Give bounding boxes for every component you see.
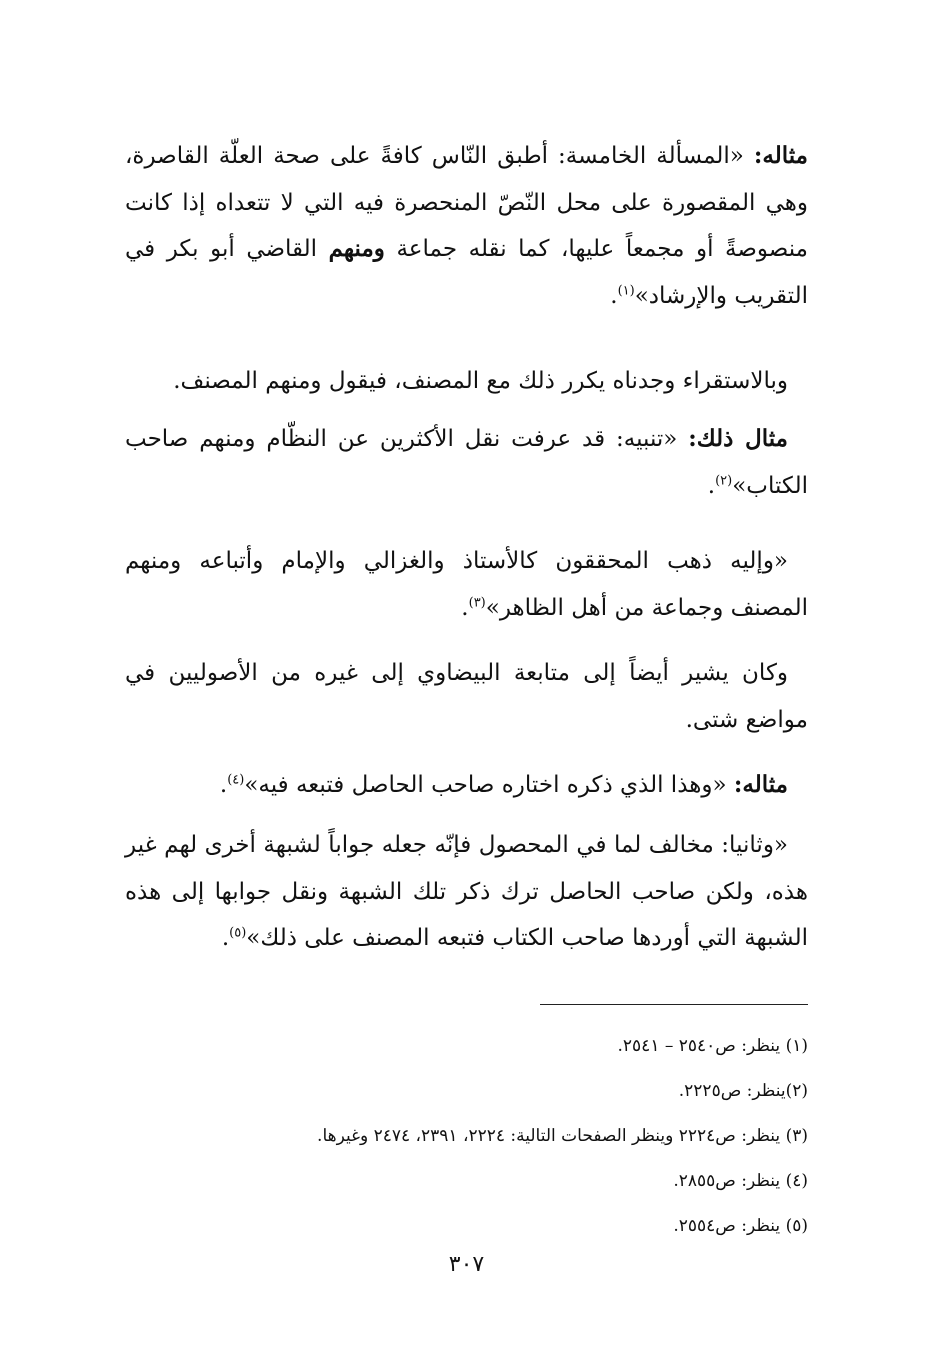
paragraph-text: «وإليه ذهب المحققون كالأستاذ والغزالي والإمام وأتباعه ومنهم المصنف وجماعة من أهل الظاهر» [125,548,808,621]
paragraph-5 [125,650,808,743]
footnote-ref-5[interactable]: (٥) [229,925,247,941]
paragraph-end: . [610,282,618,309]
paragraph-text: «وثانيا: مخالف لما في المحصول فإنّه جعله جواباً لشبهة أخرى لهم غير هذه، ولكن صاحب الحاصل ترك ذكر تلك الشبهة ونقل جوابها إلى هذه الشبهة التي أوردها صاحب الكتاب فتبعه المصنف على ذلك» [125,832,808,951]
paragraph-1 [125,133,808,319]
footnote-3: (٣) ينظر: ص٢٢٢٤ وينظر الصفحات التالية: ٢٢٢٤، ٢٣٩١، ٢٤٧٤ وغيرها. [317,1126,808,1146]
footnote-ref-2[interactable]: (٢) [715,472,733,488]
footnote-4: (٤) ينظر: ص٢٨٥٥. [673,1171,808,1191]
footnote-divider [540,1004,808,1005]
paragraph-2 [125,358,808,405]
example-label: مثال ذلك: [688,425,788,452]
footnotes [125,1024,808,1249]
paragraph-text-continued: القاضي أبو بكر في التقريب والإرشاد» [125,236,808,309]
paragraph-end: . [219,772,228,798]
footnote-ref-4[interactable]: (٤) [227,772,245,788]
footnote-ref-3[interactable]: (٣) [468,594,486,610]
paragraph-end: . [221,925,230,951]
paragraph-text: «تنبيه: قد عرفت نقل الأكثرين عن النظّام ومنهم صاحب الكتاب» [125,426,808,499]
paragraph-text: «المسألة الخامسة: أطبق النّاس كافةً على صحة العلّة القاصرة، وهي المقصورة على محل النّصّ المنحصرة فيه التي لا تتعداه إذا كانت منصوصةً أو مجمعاً عليها، كما نقله جماعة [125,143,808,262]
paragraph-end: . [461,594,469,621]
paragraph-text: وبالاستقراء وجدناه يكرر ذلك مع المصنف، فيقول ومنهم المصنف. [173,368,788,394]
paragraph-6 [125,762,808,809]
example-label: مثاله: [733,771,788,798]
footnote-1: (١) ينظر: ص٢٥٤٠ – ٢٥٤١. [617,1036,808,1056]
footnote-ref-1[interactable]: (١) [617,282,635,298]
paragraph-3 [125,416,808,509]
paragraph-text: وكان يشير أيضاً إلى متابعة البيضاوي إلى غيره من الأصوليين في مواضع شتى. [125,660,808,733]
paragraph-7 [125,822,808,962]
page-number: ٣٠٧ [448,1252,485,1277]
paragraph-4 [125,538,808,631]
paragraph-text: «وهذا الذي ذكره اختاره صاحب الحاصل فتبعه فيه» [244,772,734,798]
bold-phrase: ومنهم [328,235,385,262]
footnote-5: (٥) ينظر: ص٢٥٥٤. [673,1216,808,1236]
paragraph-end: . [707,472,716,499]
example-label: مثاله: [753,142,808,169]
footnote-2: (٢)ينظر: ص٢٢٢٥. [678,1081,808,1101]
